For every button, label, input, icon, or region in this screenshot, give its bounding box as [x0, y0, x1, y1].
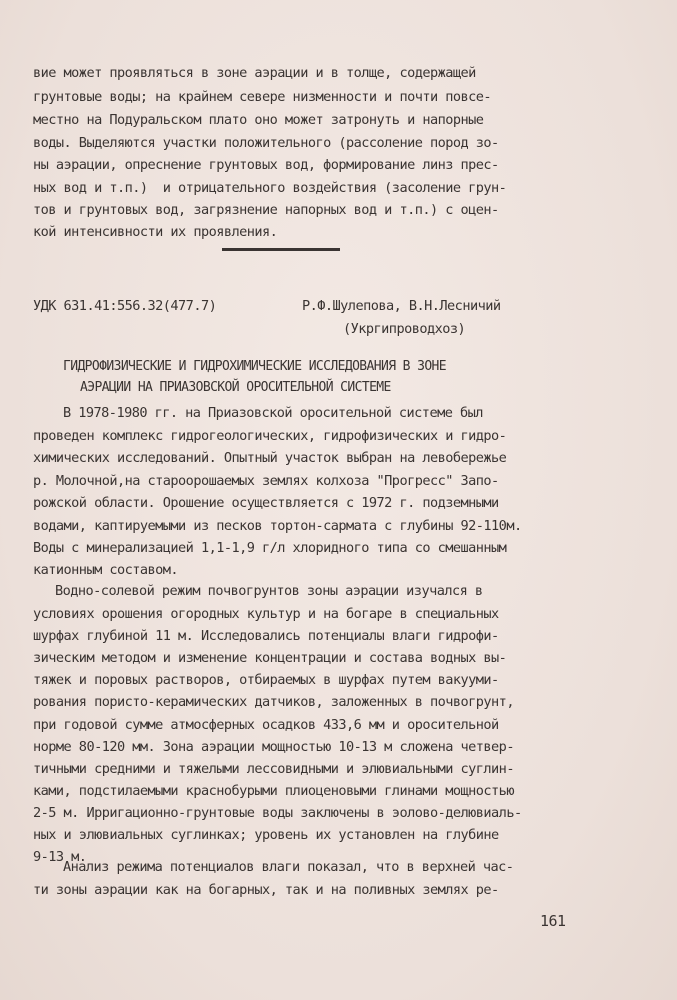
section-divider	[222, 248, 340, 251]
page-number: 161	[540, 912, 566, 930]
udk-code: УДК 631.41:556.32(477.7)	[33, 298, 217, 314]
paragraph-line: Водно-солевой режим почвогрунтов зоны аэрации изучался в	[55, 583, 483, 599]
authors: Р.Ф.Шулепова, В.Н.Лесничий	[302, 298, 501, 314]
paragraph-line: условиях орошения огородных культур и на богаре в специальных	[33, 606, 499, 622]
intro-line: ны аэрации, опреснение грунтовых вод, формирование линз прес-	[33, 157, 499, 173]
paragraph-line: проведен комплекс гидрогеологических, гидрофизических и гидро-	[33, 428, 507, 444]
paragraph-line: 2-5 м. Ирригационно-грунтовые воды заключены в эолово-делювиаль-	[33, 805, 522, 821]
intro-line: ных вод и т.п.) и отрицательного воздействия (засоление грун-	[33, 180, 507, 196]
paragraph-line: при годовой сумме атмосферных осадков 433,6 мм и оросительной	[33, 717, 499, 733]
paragraph-line: рования пористо-керамических датчиков, заложенных в почвогрунт,	[33, 694, 514, 710]
paragraph-line: 9-13 м.	[33, 849, 87, 865]
paragraph-line: тяжек и поровых растворов, отбираемых в шурфах путем вакууми-	[33, 672, 499, 688]
paragraph-line: химических исследований. Опытный участок выбран на левобережье	[33, 450, 507, 466]
paragraph-line: р. Молочной,на староорошаемых землях колхоза "Прогресс" Запо-	[33, 473, 499, 489]
article-title: ГИДРОФИЗИЧЕСКИЕ И ГИДРОХИМИЧЕСКИЕ ИССЛЕДОВАНИЯ В ЗОНЕ	[63, 359, 447, 374]
intro-line: кой интенсивности их проявления.	[33, 224, 278, 240]
intro-line: воды. Выделяются участки положительного (рассоление пород зо-	[33, 135, 499, 151]
paragraph-line: водами, каптируемыми из песков тортон-сармата с глубины 92-110м.	[33, 518, 522, 534]
intro-line: грунтовые воды; на крайнем севере низменности и почти повсе-	[33, 89, 492, 105]
intro-line: тов и грунтовых вод, загрязнение напорных вод и т.п.) с оцен-	[33, 202, 499, 218]
paragraph-line: ками, подстилаемыми краснобурыми плиоценовыми глинами мощностью	[33, 783, 514, 799]
paragraph-line: ных и элювиальных суглинках; уровень их установлен на глубине	[33, 827, 499, 843]
paragraph-line: норме 80-120 мм. Зона аэрации мощностью 10-13 м сложена четвер-	[33, 739, 514, 755]
intro-line: местно на Подуральском плато оно может затронуть и напорные	[33, 112, 484, 128]
paragraph-line: зическим методом и изменение концентрации и состава водных вы-	[33, 650, 507, 666]
paragraph-line: Воды с минерализацией 1,1-1,9 г/л хлоридного типа со смешанным	[33, 540, 507, 556]
article-title: АЭРАЦИИ НА ПРИАЗОВСКОЙ ОРОСИТЕЛЬНОЙ СИСТЕМЕ	[80, 380, 391, 395]
paragraph-line: рожской области. Орошение осуществляется с 1972 г. подземными	[33, 495, 499, 511]
paragraph-line: Анализ режима потенциалов влаги показал, что в верхней час-	[63, 859, 514, 875]
paragraph-line: тичными средними и тяжелыми лессовидными и элювиальными суглин-	[33, 761, 514, 777]
affiliation: (Укргипроводхоз)	[343, 321, 466, 337]
paragraph-line: В 1978-1980 гг. на Приазовской оросительной системе был	[63, 405, 483, 421]
intro-line: вие может проявляться в зоне аэрации и в толще, содержащей	[33, 65, 476, 81]
paragraph-line: шурфах глубиной 11 м. Исследовались потенциалы влаги гидрофи-	[33, 628, 499, 644]
paragraph-line: катионным составом.	[33, 562, 179, 578]
paragraph-line: ти зоны аэрации как на богарных, так и на поливных землях ре-	[33, 882, 499, 898]
